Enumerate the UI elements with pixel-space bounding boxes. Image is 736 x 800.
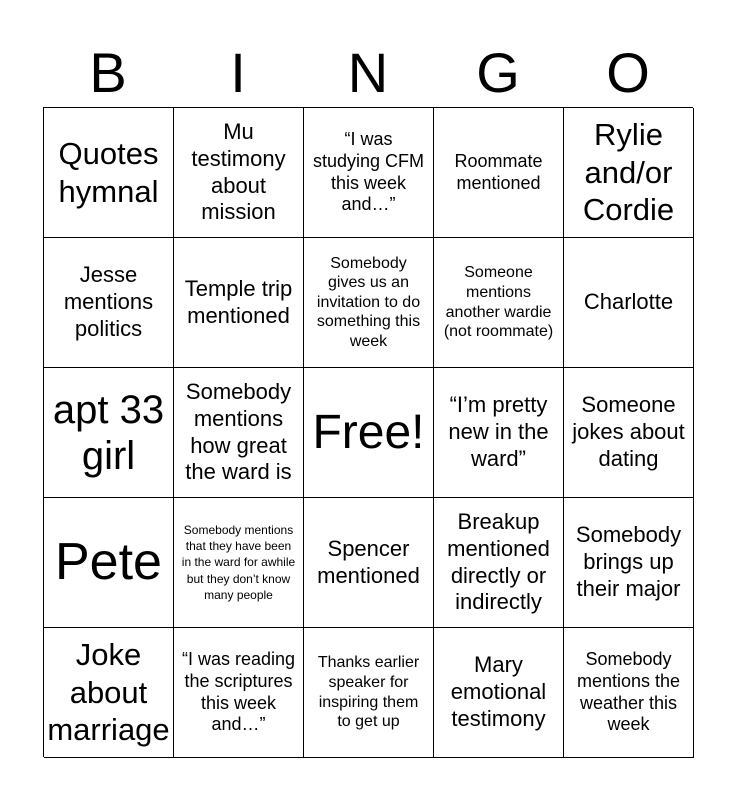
header-letter-g: G (476, 41, 520, 104)
header-letter-i: I (230, 41, 246, 104)
bingo-cell[interactable]: Somebody mentions how great the ward is (174, 368, 304, 498)
bingo-cell[interactable]: Roommate mentioned (434, 108, 564, 238)
bingo-cell[interactable]: Somebody mentions the weather this week (564, 628, 694, 758)
bingo-cell[interactable]: Temple trip mentioned (174, 238, 304, 368)
bingo-cell[interactable]: Thanks earlier speaker for inspiring them to get up (304, 628, 434, 758)
bingo-cell[interactable]: Pete (44, 498, 174, 628)
bingo-cell[interactable]: Spencer mentioned (304, 498, 434, 628)
bingo-cell[interactable]: Breakup mentioned directly or indirectly (434, 498, 564, 628)
bingo-header (43, 38, 693, 108)
bingo-cell[interactable]: Somebody brings up their major (564, 498, 694, 628)
bingo-cell[interactable]: Mu testimony about mission (174, 108, 304, 238)
bingo-cell[interactable]: Someone jokes about dating (564, 368, 694, 498)
bingo-cell[interactable]: Charlotte (564, 238, 694, 368)
bingo-cell[interactable]: Somebody gives us an invitation to do something this week (304, 238, 434, 368)
bingo-cell[interactable]: “I’m pretty new in the ward” (434, 368, 564, 498)
header-letter-o: O (606, 41, 650, 104)
bingo-cell[interactable]: Somebody mentions that they have been in the ward for awhile but they don’t know many people (174, 498, 304, 628)
bingo-cell[interactable]: Jesse mentions politics (44, 238, 174, 368)
bingo-cell[interactable]: “I was studying CFM this week and…” (304, 108, 434, 238)
bingo-cell[interactable]: apt 33 girl (44, 368, 174, 498)
free-space-cell[interactable]: Free! (304, 368, 434, 498)
bingo-board (43, 107, 693, 757)
header-letter-n: N (347, 41, 389, 104)
bingo-cell[interactable]: Quotes hymnal (44, 108, 174, 238)
bingo-cell[interactable]: Joke about marriage (44, 628, 174, 758)
bingo-cell[interactable]: Mary emotional testimony (434, 628, 564, 758)
bingo-cell[interactable]: Someone mentions another wardie (not roommate) (434, 238, 564, 368)
bingo-cell[interactable]: Rylie and/or Cordie (564, 108, 694, 238)
header-letter-b: B (89, 41, 127, 104)
bingo-cell[interactable]: “I was reading the scriptures this week and…” (174, 628, 304, 758)
